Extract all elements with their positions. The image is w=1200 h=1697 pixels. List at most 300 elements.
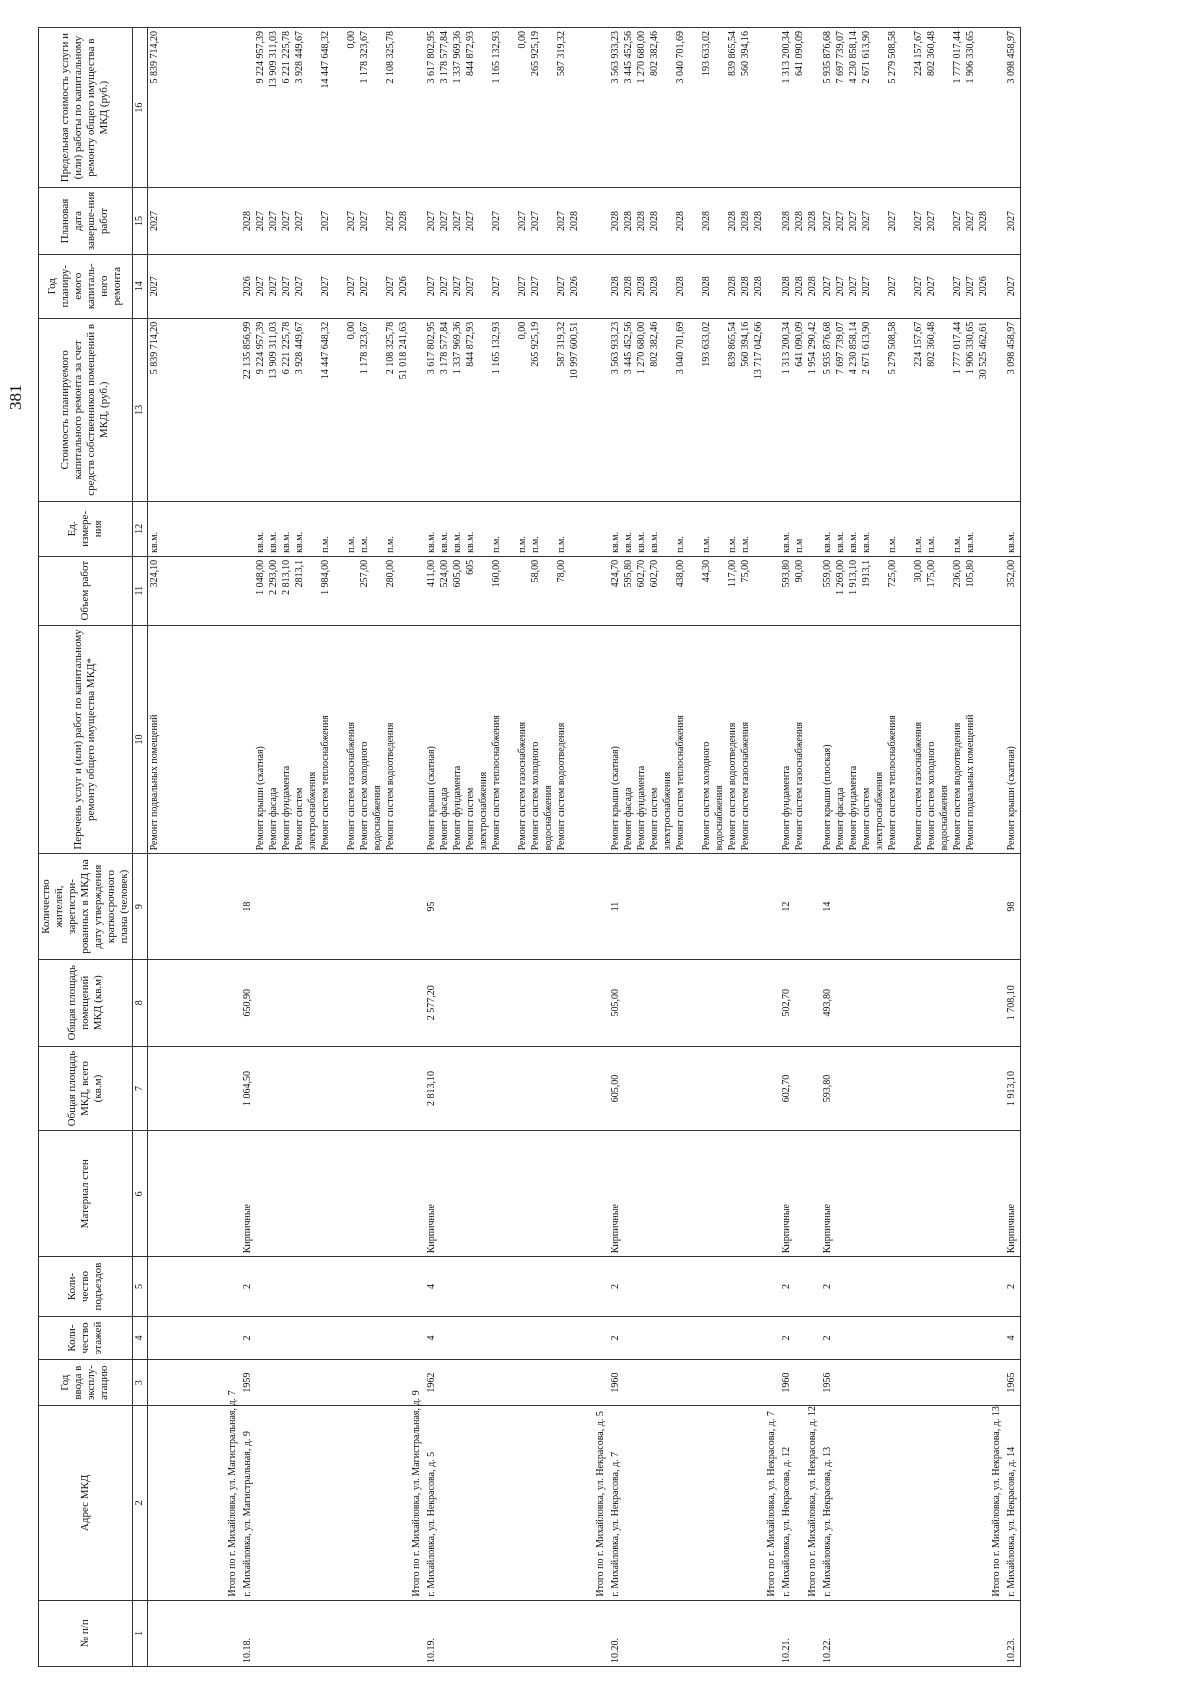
work-item: Ремонт фасада — [267, 787, 279, 851]
unit-value: кв.м. — [622, 531, 634, 553]
col-number: 14 — [132, 254, 147, 318]
address-line — [794, 1409, 807, 1597]
work-item: Ремонт фасада — [834, 787, 846, 851]
area-rooms: 502,70 — [780, 959, 821, 1046]
unit-value: п.м. — [700, 536, 712, 553]
unit-value: кв.м. — [293, 531, 305, 553]
limit-value — [242, 31, 255, 184]
limit-value — [939, 31, 952, 184]
volume-value — [242, 560, 255, 622]
volume-value: 725,00 — [886, 559, 898, 588]
limit-value — [478, 31, 491, 184]
volume-value: 105,80 — [964, 559, 976, 588]
row-number: 10.21. — [780, 1600, 821, 1666]
cost-value: 265 925,19 — [529, 321, 541, 367]
unit-value: п.м. — [674, 536, 686, 553]
unit-value — [372, 505, 385, 553]
repair-year: 2027 — [280, 276, 292, 297]
address-line — [188, 1409, 201, 1597]
cost-value: 6 221 225,78 — [280, 321, 292, 375]
repair-year: 2028 — [780, 276, 792, 297]
works-cell — [241, 625, 425, 854]
end-date: 2027 — [451, 211, 463, 231]
address-line — [543, 1409, 556, 1597]
area-rooms: 2 577,20 — [425, 959, 609, 1046]
repair-year: 2027 — [821, 276, 833, 297]
limit-value: 2 108 325,78 — [384, 31, 396, 84]
limit-cell — [241, 28, 425, 188]
address-line — [465, 1409, 478, 1597]
volume-value: 58,00 — [529, 559, 541, 583]
works-cell — [780, 625, 821, 854]
end-date — [874, 191, 887, 250]
repair-year: 2027 — [951, 276, 963, 297]
col-number: 6 — [132, 1131, 147, 1257]
limit-value: 7 697 739,07 — [834, 31, 846, 84]
work-item: Ремонт систем водоотведения — [951, 722, 963, 851]
end-date: 2027 — [886, 211, 898, 231]
unit-value: п.м. — [951, 536, 963, 553]
end-date — [939, 191, 952, 250]
work-item: электроснабжения — [306, 771, 318, 851]
residents-count: 11 — [609, 854, 780, 959]
end-date: 2028 — [622, 211, 634, 231]
unit-value — [874, 505, 887, 553]
cost-value — [662, 322, 675, 498]
work-item: Ремонт подвальных помещений — [964, 714, 976, 851]
cost-value: 1 270 680,00 — [635, 321, 647, 375]
col-number: 5 — [132, 1257, 147, 1317]
address-line — [649, 1409, 662, 1597]
cost-value: 193 633,02 — [700, 321, 712, 367]
address-line: г. Михайловка, ул. Некрасова, д. 5 — [425, 1451, 437, 1597]
cost-value — [688, 322, 701, 498]
volume-value: 1913,1 — [860, 559, 872, 588]
volume-value: 559,00 — [821, 559, 833, 588]
cost-value: 4 230 858,14 — [847, 321, 859, 375]
cost-cell — [1005, 318, 1021, 501]
cost-value — [333, 322, 346, 498]
volume-value: 236,00 — [951, 559, 963, 588]
unit-value — [543, 505, 556, 553]
unit-value — [939, 505, 952, 553]
work-item: Ремонт систем — [648, 787, 660, 851]
residents-count: 98 — [1005, 854, 1021, 959]
cost-value: 560 394,16 — [739, 321, 751, 367]
end-date — [900, 191, 913, 250]
volume-value: 2813,1 — [293, 559, 305, 588]
cost-value — [714, 322, 727, 498]
repair-year: 2027 — [148, 276, 160, 297]
address-line — [504, 1409, 517, 1597]
cost-cell — [147, 318, 241, 501]
end-date — [372, 191, 385, 250]
col-header: № п/п — [39, 1600, 133, 1666]
residents-count: 12 — [780, 854, 821, 959]
col-header: Адрес МКД — [39, 1406, 133, 1601]
limit-value: 3 928 449,67 — [293, 31, 305, 84]
unit-cell — [241, 501, 425, 556]
cost-value — [478, 322, 491, 498]
volume-value — [307, 560, 320, 622]
end-date — [662, 191, 675, 250]
work-item: Ремонт систем теплоснабжения — [886, 715, 898, 851]
repair-year — [333, 258, 346, 315]
unit-value: кв.м. — [847, 531, 859, 553]
work-item: электроснабжения — [873, 771, 885, 851]
volume-cell — [425, 556, 609, 625]
unit-value: п.м. — [726, 536, 738, 553]
limit-cell — [425, 28, 609, 188]
wall-material: Кирпичные — [425, 1131, 609, 1257]
table-row — [780, 28, 821, 1667]
work-item: Ремонт систем — [860, 787, 872, 851]
unit-value — [242, 505, 255, 553]
cost-value: 2 671 613,90 — [860, 321, 872, 375]
area-rooms: 650,90 — [241, 959, 425, 1046]
address-line: Итого по г. Михайловка, ул. Магистральная, д. 9 — [410, 1390, 422, 1597]
end-date: 2027 — [925, 211, 937, 231]
unit-value: кв.м. — [451, 531, 463, 553]
repair-year: 2027 — [267, 276, 279, 297]
work-item: электроснабжения — [661, 771, 673, 851]
cost-value: 2 108 325,78 — [384, 321, 396, 375]
unit-value: кв.м. — [254, 531, 266, 553]
address-line — [848, 1409, 861, 1597]
end-date — [688, 191, 701, 250]
limit-value: 3 445 452,56 — [622, 31, 634, 84]
col-number: 10 — [132, 625, 147, 854]
limit-value: 265 925,19 — [529, 31, 541, 76]
limit-value: 1 178 323,67 — [358, 31, 370, 84]
address-line — [753, 1409, 766, 1597]
volume-value: 352,00 — [1005, 559, 1017, 588]
cost-value: 3 617 802,95 — [425, 321, 437, 375]
entrances-count: 2 — [609, 1257, 780, 1317]
work-item: Ремонт систем водоотведения — [384, 722, 396, 851]
address-line — [439, 1409, 452, 1597]
area-total — [147, 1046, 241, 1131]
year-cell — [147, 254, 241, 318]
address-line — [965, 1409, 978, 1597]
volume-value: 2 293,00 — [267, 559, 279, 595]
cost-value: 224 157,67 — [912, 321, 924, 367]
unit-value: п.м. — [345, 536, 357, 553]
volume-value: 438,00 — [674, 559, 686, 588]
end-date — [307, 191, 320, 250]
work-item: Ремонт систем газоснабжения — [739, 721, 751, 851]
col-number: 9 — [132, 854, 147, 959]
end-date — [543, 191, 556, 250]
repair-year — [504, 258, 517, 315]
limit-value — [543, 31, 556, 184]
address-line: Итого по г. Михайловка, ул. Некрасова, д. 7 — [765, 1411, 777, 1597]
unit-value — [688, 505, 701, 553]
limit-value — [662, 31, 675, 184]
unit-cell — [780, 501, 821, 556]
row-number: 10.22. — [821, 1600, 1005, 1666]
address-line — [478, 1409, 491, 1597]
work-item: Ремонт крыши (скатная) — [425, 746, 437, 851]
header-row — [39, 28, 133, 1667]
area-rooms: 1 708,10 — [1005, 959, 1021, 1046]
col-number: 3 — [132, 1360, 147, 1406]
address-line — [294, 1409, 307, 1597]
unit-cell — [425, 501, 609, 556]
work-item — [504, 629, 517, 851]
floors-count: 2 — [241, 1316, 425, 1359]
end-date — [478, 191, 491, 250]
unit-value: кв.м. — [425, 531, 437, 553]
address-line — [582, 1409, 595, 1597]
volume-value — [688, 560, 701, 622]
repair-year: 2028 — [635, 276, 647, 297]
end-date: 2027 — [516, 211, 528, 231]
volume-value: 117,00 — [726, 559, 738, 587]
cost-value: 3 178 577,84 — [438, 321, 450, 375]
address-line — [662, 1409, 675, 1597]
row-number — [147, 1600, 241, 1666]
volume-value: 280,00 — [384, 559, 396, 588]
year-built: 1956 — [821, 1360, 1005, 1406]
repair-year: 2027 — [912, 276, 924, 297]
cost-cell — [425, 318, 609, 501]
end-date: 2027 — [267, 211, 279, 231]
unit-value — [504, 505, 517, 553]
limit-value: 641 090,09 — [793, 31, 805, 76]
end-date: 2027 — [860, 211, 872, 231]
work-item: водоснабжения — [542, 785, 554, 851]
repair-year: 2028 — [752, 276, 764, 297]
limit-value — [900, 31, 913, 184]
cost-value: 3 563 933,23 — [609, 321, 621, 375]
end-date: 2028 — [241, 211, 253, 231]
floors-count: 2 — [780, 1316, 821, 1359]
repair-year: 2028 — [806, 276, 818, 297]
end-date: 2028 — [977, 211, 989, 231]
address-line — [569, 1409, 582, 1597]
address-line — [926, 1409, 939, 1597]
address-line — [491, 1409, 504, 1597]
year-built: 1962 — [425, 1360, 609, 1406]
col-header: Ед. измере-ния — [39, 501, 133, 556]
unit-value — [900, 505, 913, 553]
cost-value: 802 360,48 — [925, 321, 937, 367]
cost-value — [372, 322, 385, 498]
repair-year: 2028 — [793, 276, 805, 297]
limit-value: 3 178 577,84 — [438, 31, 450, 84]
cost-cell — [821, 318, 1005, 501]
address-line — [530, 1409, 543, 1597]
repair-year — [662, 258, 675, 315]
repair-year: 2026 — [977, 276, 989, 297]
volume-value — [874, 560, 887, 622]
repair-year — [939, 258, 952, 315]
work-item: Ремонт фасада — [622, 787, 634, 851]
end-date — [504, 191, 517, 250]
unit-value: п.м. — [358, 536, 370, 553]
unit-value: кв.м. — [648, 531, 660, 553]
repair-year: 2027 — [293, 276, 305, 297]
cost-value: 3 098 458,97 — [1005, 321, 1017, 375]
address-line — [162, 1409, 175, 1597]
volume-value — [662, 560, 675, 622]
volume-cell — [1005, 556, 1021, 625]
cost-value: 3 040 701,69 — [674, 321, 686, 375]
end-date: 2028 — [674, 211, 686, 231]
end-date: 2027 — [529, 211, 541, 231]
address-line — [675, 1409, 688, 1597]
repair-year — [688, 258, 701, 315]
cost-value: 839 865,54 — [726, 321, 738, 367]
address-line — [874, 1409, 887, 1597]
end-date-cell — [241, 188, 425, 254]
col-number: 12 — [132, 501, 147, 556]
col-header: Количество жителей, зарегистри-рованных в МКД на дату утверждения краткосрочного плана (человек) — [39, 854, 133, 959]
residents-count: 18 — [241, 854, 425, 959]
address-line — [900, 1409, 913, 1597]
limit-value: 2 671 613,90 — [860, 31, 872, 84]
cost-value: 587 319,32 — [555, 321, 567, 367]
limit-value: 193 633,02 — [700, 31, 712, 76]
col-header: Год планиру-емого капиталь-ного ремонта — [39, 254, 133, 318]
unit-value — [307, 505, 320, 553]
unit-value — [478, 505, 491, 553]
floors-count: 4 — [1005, 1316, 1021, 1359]
volume-value: 411,00 — [425, 559, 437, 587]
volume-value — [714, 560, 727, 622]
repair-year: 2027 — [1005, 276, 1017, 297]
work-item: Ремонт крыши (скатная) — [609, 746, 621, 851]
floors-count: 2 — [821, 1316, 1005, 1359]
address-line — [385, 1409, 398, 1597]
volume-value — [372, 560, 385, 622]
end-date: 2027 — [319, 211, 331, 231]
limit-value — [333, 31, 346, 184]
limit-value: 4 230 858,14 — [847, 31, 859, 84]
limit-value: 1 337 969,36 — [451, 31, 463, 84]
repair-year: 2028 — [622, 276, 634, 297]
floors-count: 4 — [425, 1316, 609, 1359]
table-row — [821, 28, 1005, 1667]
wall-material — [147, 1131, 241, 1257]
address-line: Итого по г. Михайловка, ул. Некрасова, д. 5 — [594, 1411, 606, 1597]
limit-value — [874, 31, 887, 184]
unit-value — [714, 505, 727, 553]
row-number: 10.19. — [425, 1600, 609, 1666]
end-date: 2027 — [834, 211, 846, 231]
col-number: 13 — [132, 318, 147, 501]
cost-value: 5 839 714,20 — [148, 321, 160, 375]
repair-year: 2027 — [516, 276, 528, 297]
row-number: 10.23. — [1005, 1600, 1021, 1666]
repair-year: 2027 — [384, 276, 396, 297]
volume-cell — [241, 556, 425, 625]
volume-value: 324,10 — [148, 559, 160, 588]
entrances-count: 2 — [241, 1257, 425, 1317]
address-line — [452, 1409, 465, 1597]
end-date: 2027 — [358, 211, 370, 231]
unit-value: кв.м. — [280, 531, 292, 553]
address-line — [701, 1409, 714, 1597]
end-date-cell — [1005, 188, 1021, 254]
cost-value: 1 178 323,67 — [358, 321, 370, 375]
limit-value: 844 872,93 — [464, 31, 476, 76]
end-date — [714, 191, 727, 250]
col-header: Общая площадь помещений МКД (кв.м) — [39, 959, 133, 1046]
column-number-row — [132, 28, 147, 1667]
repair-year: 2028 — [648, 276, 660, 297]
end-date: 2027 — [847, 211, 859, 231]
col-header: Год ввода в эксплу-атацию — [39, 1360, 133, 1406]
work-item: Ремонт крыши (скатная) — [1005, 746, 1017, 851]
page-number: 381 — [6, 384, 25, 410]
unit-value: кв.м. — [464, 531, 476, 553]
end-date: 2027 — [1005, 211, 1017, 231]
volume-value: 1 048,00 — [254, 559, 266, 595]
limit-value — [714, 31, 727, 184]
entrances-count — [147, 1257, 241, 1317]
work-item: водоснабжения — [713, 785, 725, 851]
end-date: 2027 — [964, 211, 976, 231]
repair-year: 2027 — [529, 276, 541, 297]
address-line: г. Михайловка, ул. Некрасова, д. 7 — [609, 1451, 621, 1597]
repair-year: 2027 — [319, 276, 331, 297]
address-cell — [241, 1390, 425, 1601]
repair-year: 2026 — [568, 276, 580, 297]
work-item: Ремонт систем — [464, 787, 476, 851]
cost-value: 1 337 969,36 — [451, 321, 463, 375]
col-number: 15 — [132, 188, 147, 254]
work-item: Ремонт систем водоотведения — [555, 722, 567, 851]
repair-year: 2027 — [464, 276, 476, 297]
wall-material: Кирпичные — [609, 1131, 780, 1257]
limit-value: 5 279 508,58 — [886, 31, 898, 84]
unit-value: п.м. — [490, 536, 502, 553]
volume-value: 595,80 — [622, 559, 634, 588]
work-item: Ремонт крыши (плоская) — [821, 744, 833, 851]
work-item: Ремонт крыши (скатная) — [254, 746, 266, 851]
limit-value — [372, 31, 385, 184]
address-line — [214, 1409, 227, 1597]
unit-value: кв.м. — [609, 531, 621, 553]
address-line — [978, 1409, 991, 1597]
year-built: 1959 — [241, 1360, 425, 1406]
repair-year: 2027 — [451, 276, 463, 297]
year-built: 1960 — [780, 1360, 821, 1406]
end-date: 2027 — [280, 211, 292, 231]
year-cell — [425, 254, 609, 318]
works-cell — [425, 625, 609, 854]
repair-year: 2028 — [739, 276, 751, 297]
end-date-cell — [780, 188, 821, 254]
col-header: Коли-чество подъездов — [39, 1257, 133, 1317]
unit-value: кв.м. — [267, 531, 279, 553]
address-line — [268, 1409, 281, 1597]
repair-year: 2027 — [345, 276, 357, 297]
repair-year — [714, 258, 727, 315]
address-line — [688, 1409, 701, 1597]
end-date: 2027 — [254, 211, 266, 231]
volume-value: 257,00 — [358, 559, 370, 588]
end-date: 2028 — [752, 211, 764, 231]
work-item: Ремонт систем — [293, 787, 305, 851]
work-item: Ремонт фундамента — [635, 765, 647, 851]
end-date-cell — [425, 188, 609, 254]
repair-year: 2026 — [397, 276, 409, 297]
end-date: 2027 — [464, 211, 476, 231]
cost-value — [939, 322, 952, 498]
